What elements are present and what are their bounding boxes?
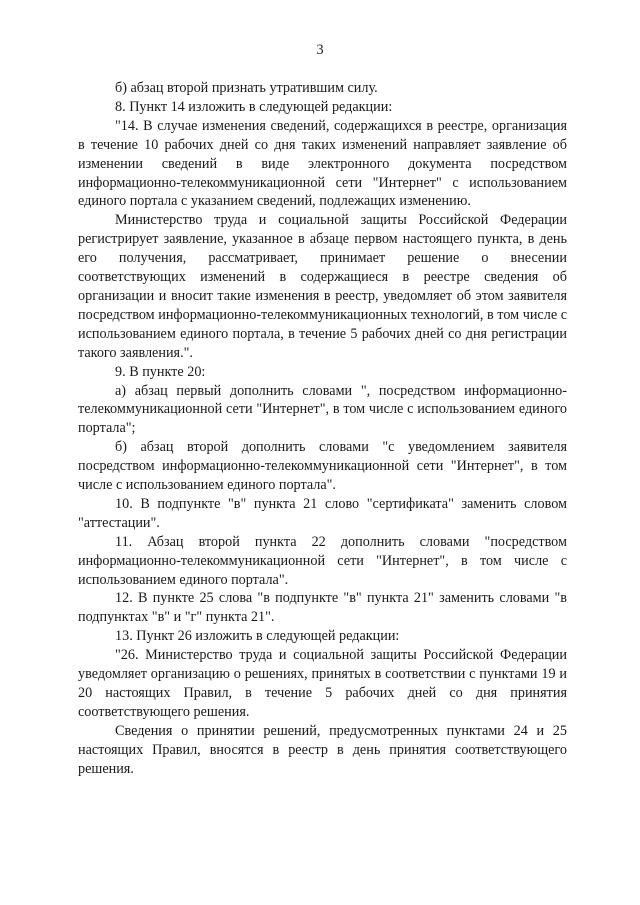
paragraph-b-abzac-vtoroy: б) абзац второй признать утратившим силу. — [115, 80, 378, 96]
paragraph-item-9: 9. В пункте 20: — [115, 363, 206, 380]
paragraph-item-10: 10. В подпункте "в" пункта 21 слово "сертификата" заменить словом "аттестации". — [78, 495, 567, 531]
paragraph-item-11: 11. Абзац второй пункта 22 дополнить словами "посредством информационно-телекоммуникационной сети "Интернет", в том числе с использованием единого портала". — [78, 533, 567, 588]
paragraph-ministry-registration: Министерство труда и социальной защиты Российской Федерации регистрирует заявление, указанное в абзаце первом настоящего пункта, в день его получения, рассматривает, принимает решение о внесении соответствующих изменений в содержащиеся в реестре сведения об организации и вносит такие изменения в реестр, уведомляет об этом заявителя посредством информационно-телекоммуникационных технологий, в том числе с использованием единого портала, в течение 5 рабочих дней со дня регистрации такого заявления.". — [78, 212, 567, 361]
paragraph-item-9b: б) абзац второй дополнить словами "с уведомлением заявителя посредством информационно-телекоммуникационной сети "Интернет", в том числе с использованием единого портала". — [78, 439, 567, 494]
paragraph-item-8: 8. Пункт 14 изложить в следующей редакции: — [115, 98, 393, 115]
document-body — [78, 79, 567, 779]
paragraph-item-14-text: "14. В случае изменения сведений, содержащихся в реестре, организация в течение 10 рабочих дней со дня таких изменений направляет заявление об изменении сведений в виде электронного документа посредством информационно-телекоммуникационной сети "Интернет" с использованием единого портала с указанием сведений, подлежащих изменению. — [78, 117, 567, 210]
page-number: 3 — [316, 42, 324, 58]
paragraph-item-9a: а) абзац первый дополнить словами ", посредством информационно-телекоммуникационной сети "Интернет", в том числе с использованием единого портала"; — [78, 382, 567, 437]
paragraph-item-13: 13. Пункт 26 изложить в следующей редакции: — [115, 628, 400, 645]
paragraph-item-12: 12. В пункте 25 слова "в подпункте "в" пункта 21" заменить словами "в подпунктах "в" и "г" пункта 21". — [78, 590, 567, 626]
paragraph-decisions-registry: Сведения о принятии решений, предусмотренных пунктами 24 и 25 настоящих Правил, вносятся в реестр в день принятия соответствующего решения. — [78, 722, 567, 777]
paragraph-item-26-text: "26. Министерство труда и социальной защиты Российской Федерации уведомляет организацию о решениях, принятых в соответствии с пунктами 19 и 20 настоящих Правил, в течение 5 рабочих дней со дня принятия соответствующего решения. — [78, 647, 567, 720]
